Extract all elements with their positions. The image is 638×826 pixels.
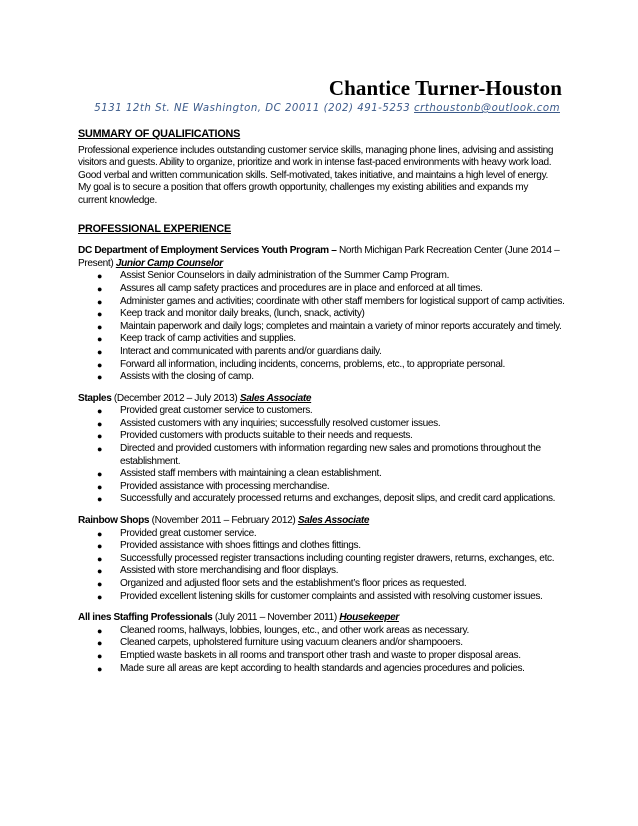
duty-text: Assisted with store merchandising and floor displays. <box>120 565 339 577</box>
duty-text: Provided excellent listening skills for customer complaints and assisted with resolving customer issues. <box>120 590 543 602</box>
duty-text: Successfully processed register transactions including counting register drawers, returns, exchanges, etc. <box>120 552 555 564</box>
duty-list <box>78 625 568 675</box>
duty-item <box>78 283 568 296</box>
job-entry <box>78 393 568 506</box>
summary-heading: SUMMARY OF QUALIFICATIONS <box>78 128 241 140</box>
duty-item <box>78 346 568 359</box>
bullet-icon: ● <box>97 431 103 442</box>
duty-text: Organized and adjusted floor sets and the establishment’s floor prices as requested. <box>120 578 467 589</box>
duty-item <box>78 443 568 468</box>
bullet-icon: ● <box>97 346 103 357</box>
job-header <box>78 612 568 625</box>
job-details: (July 2011 – November 2011) <box>212 612 340 624</box>
job-details: North Michigan Park Recreation Center (June 2014 – <box>336 245 560 257</box>
duty-item <box>78 565 568 578</box>
candidate-name: Chantice Turner-Houston <box>328 76 562 100</box>
contact-line <box>0 103 638 114</box>
summary-paragraph <box>78 145 568 208</box>
duty-text: Assures all camp safety practices and procedures are in place and enforced at all times. <box>120 282 483 294</box>
duty-text: Assisted staff members with maintaining a clean establishment. <box>120 468 382 480</box>
job-title: Sales Associate <box>239 392 312 404</box>
bullet-icon: ● <box>97 541 103 552</box>
bullet-icon: ● <box>97 638 103 649</box>
duty-item <box>78 321 568 334</box>
duty-item <box>78 637 568 650</box>
duty-item <box>78 308 568 321</box>
duty-text: Keep track and monitor daily breaks, (lunch, snack, activity) <box>120 308 365 320</box>
duty-text: Provided great customer service to customers. <box>120 405 313 417</box>
bullet-icon: ● <box>97 406 103 417</box>
duty-text: Cleaned carpets, upholstered furniture using vacuum cleaners and/or shampooers. <box>120 637 463 649</box>
bullet-icon: ● <box>97 359 103 370</box>
duty-item <box>78 405 568 418</box>
employer-name: Rainbow Shops <box>78 515 150 527</box>
job-list <box>78 245 568 675</box>
email-link[interactable]: crthoustonb@outlook.com <box>414 103 560 114</box>
summary-line: visitors and guests. Ability to organize, prioritize and work in intense fast-paced environments with heavy work load. <box>78 157 552 169</box>
address: 5131 12th St. NE Washington, DC 20011 <box>94 103 320 114</box>
duty-item <box>78 333 568 346</box>
duty-text: Assist Senior Counselors in daily administration of the Summer Camp Program. <box>120 270 450 282</box>
phone: (202) 491-5253 <box>323 103 411 114</box>
job-details: (November 2011 – February 2012) <box>149 515 298 527</box>
bullet-icon: ● <box>97 579 103 589</box>
duty-text: Assisted customers with any inquiries; successfully resolved customer issues. <box>120 417 441 429</box>
duty-text: Provided great customer service. <box>120 527 257 539</box>
job-header <box>78 393 568 406</box>
bullet-icon: ● <box>97 528 103 539</box>
duty-text: Administer games and activities; coordinate with other staff members for logistical support of camp activities. <box>120 295 565 307</box>
bullet-icon: ● <box>97 553 103 564</box>
summary-line: current knowledge. <box>78 194 157 206</box>
summary-line: Professional experience includes outstanding customer service skills, managing phone lines, advising and assisting <box>78 144 554 156</box>
summary-line: My goal is to secure a position that offers growth opportunity, challenges my existing abilities and expands my <box>78 182 529 194</box>
duty-item <box>78 528 568 541</box>
duty-item <box>78 296 568 309</box>
duty-text: Assists with the closing of camp. <box>120 371 254 383</box>
duty-text: Made sure all areas are kept according to health standards and agencies procedures and policies. <box>120 662 525 674</box>
bullet-icon: ● <box>97 372 103 383</box>
duty-text: Keep track of camp activities and supplies. <box>120 333 296 345</box>
job-title: Housekeeper <box>339 612 399 624</box>
employer-name: DC Department of Employment Services Youth Program – <box>78 245 337 257</box>
duty-list <box>78 405 568 506</box>
duty-text: Successfully and accurately processed returns and exchanges, deposit slips, and credit card applications. <box>120 493 556 505</box>
duty-item <box>78 468 568 481</box>
bullet-icon: ● <box>97 625 103 636</box>
duty-item <box>78 663 568 676</box>
job-details: (December 2012 – July 2013) <box>111 392 240 404</box>
duty-item <box>78 493 568 506</box>
bullet-icon: ● <box>97 444 103 455</box>
bullet-icon: ● <box>97 271 103 282</box>
duty-text: Provided assistance with processing merchandise. <box>120 480 330 492</box>
duty-text: Provided customers with products suitable to their needs and requests. <box>120 430 413 442</box>
duty-list <box>78 270 568 383</box>
duty-text: Cleaned rooms, hallways, lobbies, lounges, etc., and other work areas as necessary. <box>120 624 469 636</box>
duty-item <box>78 371 568 384</box>
duty-item <box>78 418 568 431</box>
employer-name: All ines Staffing Professionals <box>78 612 213 624</box>
duty-item <box>78 650 568 663</box>
bullet-icon: ● <box>97 309 103 320</box>
duty-item <box>78 430 568 443</box>
bullet-icon: ● <box>97 469 103 480</box>
duty-list <box>78 528 568 604</box>
job-entry <box>78 245 568 384</box>
resume-body <box>78 128 568 675</box>
job-header <box>78 245 568 270</box>
bullet-icon: ● <box>97 650 103 661</box>
duty-text: Forward all information, including incidents, concerns, problems, etc., to appropriate personal. <box>120 358 505 370</box>
duty-text: Maintain paperwork and daily logs; completes and maintain a variety of minor reports accurately and timely. <box>120 320 562 332</box>
duty-item <box>78 591 568 604</box>
employer-name: Staples <box>78 392 112 404</box>
duty-item <box>78 578 568 591</box>
bullet-icon: ● <box>97 663 103 674</box>
bullet-icon: ● <box>97 418 103 429</box>
bullet-icon: ● <box>97 591 103 602</box>
duty-item <box>78 540 568 553</box>
duty-text: Provided assistance with shoes fittings and clothes fittings. <box>120 540 361 552</box>
bullet-icon: ● <box>97 283 103 294</box>
job-title: Sales Associate <box>297 515 370 527</box>
bullet-icon: ● <box>97 494 103 505</box>
bullet-icon: ● <box>97 334 103 345</box>
duty-text: Interact and communicated with parents and/or guardians daily. <box>120 345 382 357</box>
job-entry <box>78 612 568 675</box>
bullet-icon: ● <box>97 321 103 332</box>
job-title: Junior Camp Counselor <box>115 257 223 269</box>
job-entry <box>78 515 568 603</box>
bullet-icon: ● <box>97 296 103 307</box>
duty-item <box>78 481 568 494</box>
duty-text: Directed and provided customers with information regarding new sales and promotions throughout the establishment. <box>120 443 541 467</box>
job-details-cont: Present) <box>78 257 116 269</box>
duty-item <box>78 270 568 283</box>
duty-item <box>78 625 568 638</box>
duty-item <box>78 553 568 566</box>
experience-heading: PROFESSIONAL EXPERIENCE <box>78 222 231 235</box>
duty-text: Emptied waste baskets in all rooms and transport other trash and waste to proper disposal areas. <box>120 649 521 661</box>
bullet-icon: ● <box>97 566 103 577</box>
summary-line: Good verbal and written communication skills. Self-motivated, takes initiative, and maintains a high level of energy. <box>78 169 548 181</box>
duty-item <box>78 359 568 372</box>
bullet-icon: ● <box>97 481 103 492</box>
job-header <box>78 515 568 528</box>
